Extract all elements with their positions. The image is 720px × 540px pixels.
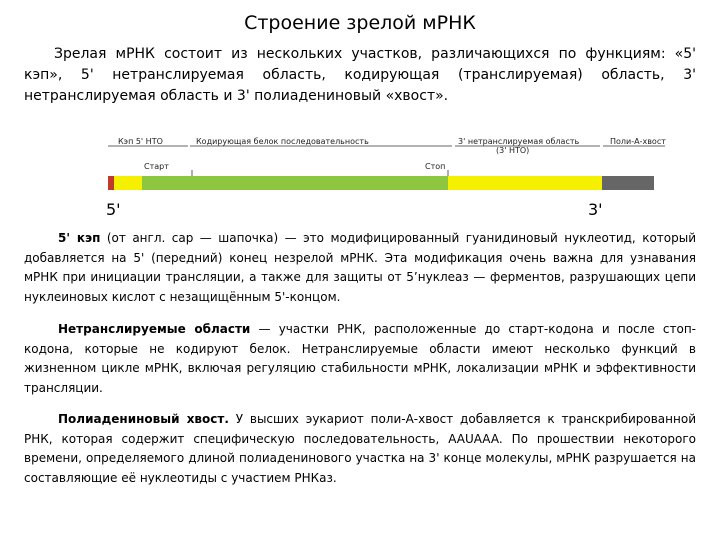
paragraph-polya-text: У высших эукариот поли-А-хвост добавляется к транскрибированной РНК, которая содержит специфическую последовательность, AAUAAA. По прошествии некоторого времени, определяемого длиной полиаденинового участка на 3' конце молекулы, мРНК разрушается на составляющие её нуклеотиды с участием РНКаз. [24, 412, 696, 485]
coding-segment [142, 176, 448, 190]
label-utr3: 3' нетранслируемая область [458, 137, 580, 146]
page-title: Строение зрелой мРНК [244, 12, 476, 34]
paragraph-cap [24, 229, 696, 307]
label-stop-codon: Стоп [425, 162, 446, 171]
term-cap: 5' кэп [58, 231, 101, 245]
term-utr: Нетранслируемые области [58, 322, 251, 336]
paragraph-utr-text: — участки РНК, расположенные до старт-кодона и после стоп-кодона, которые не кодируют белок. Нетранслируемые области имеют несколько функций в жизненном цикле мРНК, включая регуляцию стабильности мРНК, локализации мРНК и эффективности трансляции. [24, 322, 696, 395]
utr3-segment [448, 176, 602, 190]
end-3-prime: 3' [588, 200, 603, 219]
label-cap-utr5: Кэп 5' НТО [118, 137, 163, 146]
utr5-segment [114, 176, 142, 190]
label-coding-sequence: Кодирующая белок последовательность [196, 137, 369, 146]
polya-segment [602, 176, 654, 190]
label-start-codon: Старт [144, 162, 169, 171]
end-5-prime: 5' [106, 200, 121, 219]
paragraph-polya [24, 410, 696, 488]
term-polya: Полиадениновый хвост. [58, 412, 229, 426]
label-utr3-abbr: (3' НТО) [496, 146, 530, 155]
intro-paragraph: Зрелая мРНК состоит из нескольких участков, различающихся по функциям: «5' кэп», 5' нетранслируемая область, кодирующая (транслируемая) область, 3' нетранслируемая область и 3' полиадениновый «хвост». [24, 46, 696, 104]
paragraph-utr [24, 320, 696, 398]
cap-segment [108, 176, 114, 190]
paragraph-cap-text: (от англ. cap — шапочка) — это модифицированный гуанидиновый нуклеотид, который добавляется на 5' (передний) конец незрелой мРНК. Эта модификация очень важна для узнавания мРНК при инициации трансляции, а также для защиты от 5’нуклеаз — ферментов, разрушающих цепи нуклеиновых кислот с незащищённым 5'-концом. [24, 231, 697, 304]
label-polya-tail: Поли-А-хвост [610, 137, 666, 146]
